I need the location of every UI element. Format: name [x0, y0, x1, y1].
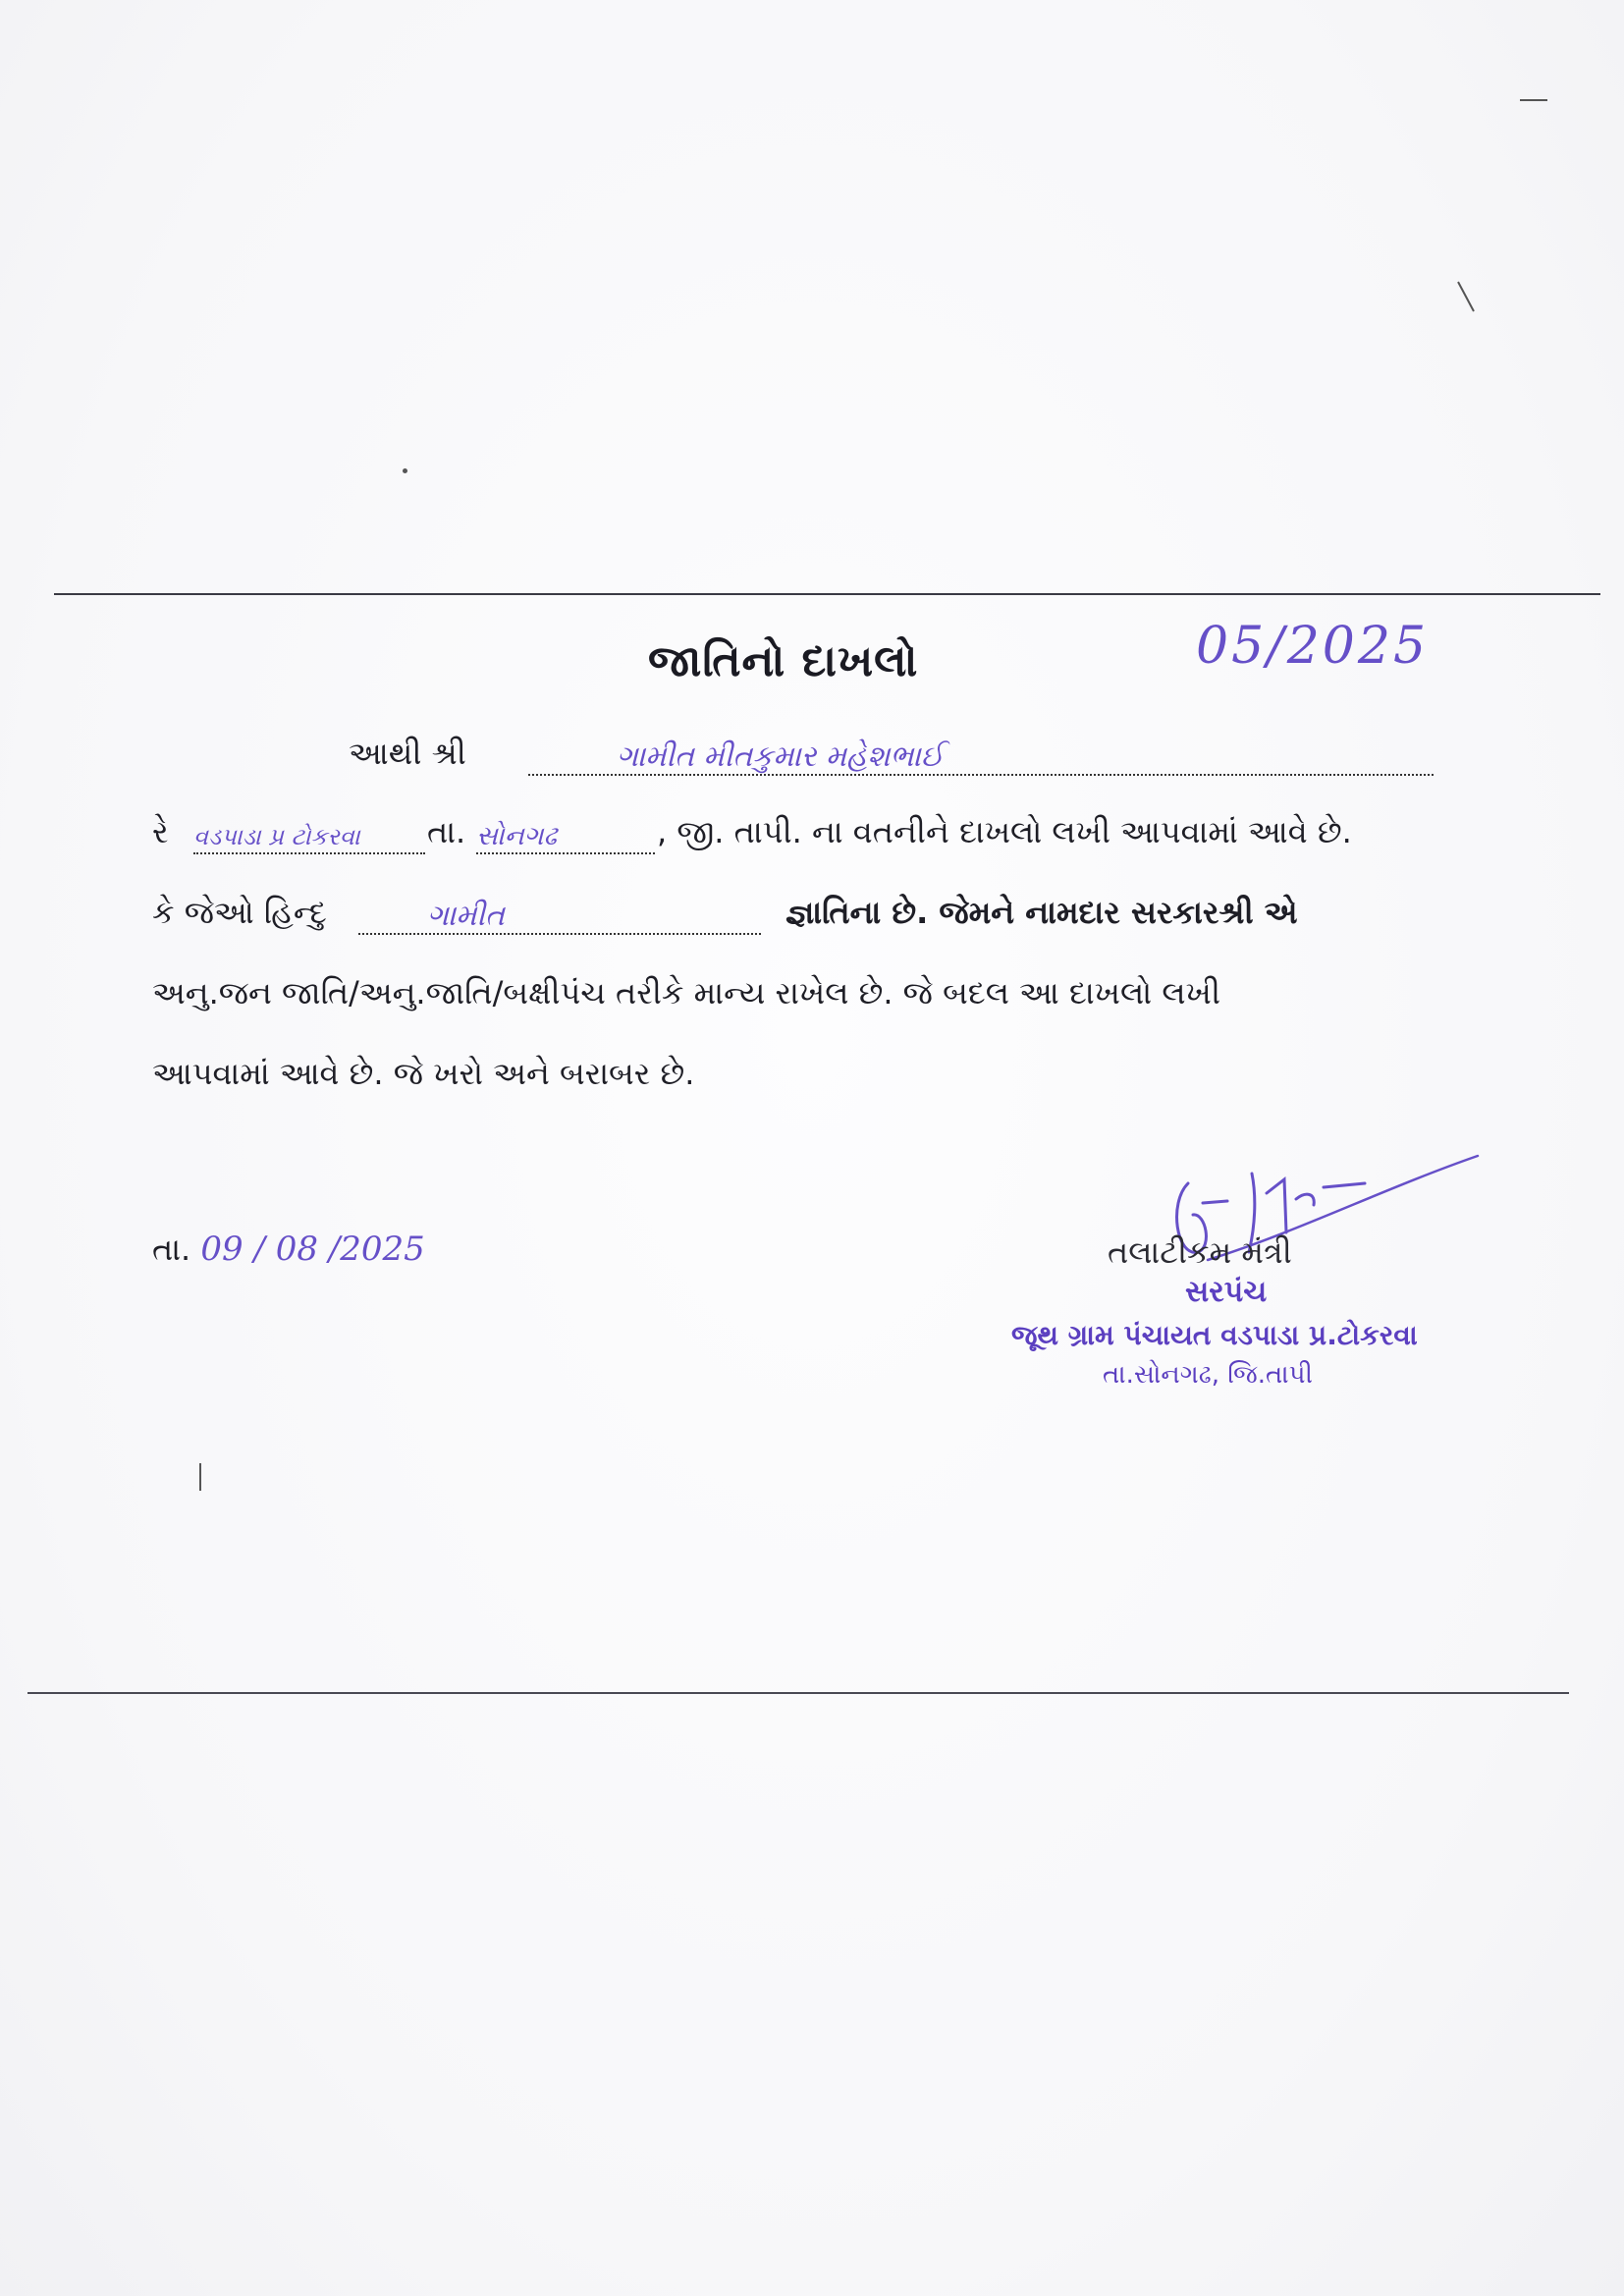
issue-date [152, 1230, 425, 1269]
handwritten-village: વડપાડા પ્ર ટોકરવા [193, 823, 360, 850]
scan-speck [403, 468, 407, 473]
body-line-2 [152, 807, 1434, 856]
taluka-label: તા. [427, 813, 466, 850]
shri-prefix: આથી શ્રી [349, 735, 466, 772]
scan-speck [199, 1463, 201, 1491]
date-label: તા. [152, 1230, 191, 1268]
signatory-role: તલાટીકમ મંત્રી [1108, 1233, 1292, 1271]
handwritten-caste: ગામીત [427, 899, 505, 933]
body-line-5: આપવામાં આવે છે. જે ખરો અને બરાબર છે. [152, 1055, 695, 1092]
stamp-sarpanch: સરપંચ [1185, 1275, 1268, 1309]
handwritten-taluka: સોનગઢ [476, 821, 557, 851]
body-line-4: અનુ.જન જાતિ/અનુ.જાતિ/બક્ષીપંચ તરીકે માન્ય રાખેલ છે. જે બદલ આ દાખલો લખી [152, 974, 1220, 1011]
resident-label: રે [152, 813, 169, 850]
certificate-number: 05/2025 [1196, 617, 1430, 676]
handwritten-date: 09 / 08 /2025 [200, 1230, 425, 1269]
hindu-prefix: કે જેઓ હિન્દુ [152, 894, 327, 931]
top-border-line [54, 593, 1600, 595]
stamp-place: તા.સોનગઢ, જિ.તાપી [1103, 1360, 1313, 1390]
district-text: , જી. તાપી. ના વતનીને દાખલો લખી આપવામાં આવે છે. [657, 813, 1352, 850]
scan-speck [1520, 99, 1547, 101]
stamp-office: જૂથ ગ્રામ પંચાયત વડપાડા પ્ર.ટોકરવા [1011, 1319, 1418, 1351]
body-line-1 [152, 729, 1434, 778]
caste-blank [358, 890, 761, 935]
bottom-border-line [27, 1692, 1569, 1694]
handwritten-name: ગામીત મીતકુમાર મહેશભાઈ [617, 739, 944, 774]
name-blank [528, 731, 1434, 776]
certificate-title: જાતિનો દાખલો [648, 636, 919, 686]
village-blank [193, 809, 425, 854]
caste-text: જ્ઞાતિના છે. જેમને નામદાર સરકારશ્રી એ [785, 894, 1298, 931]
body-line-3 [152, 888, 1434, 937]
scan-speck [1457, 282, 1475, 312]
taluka-blank [476, 809, 655, 854]
